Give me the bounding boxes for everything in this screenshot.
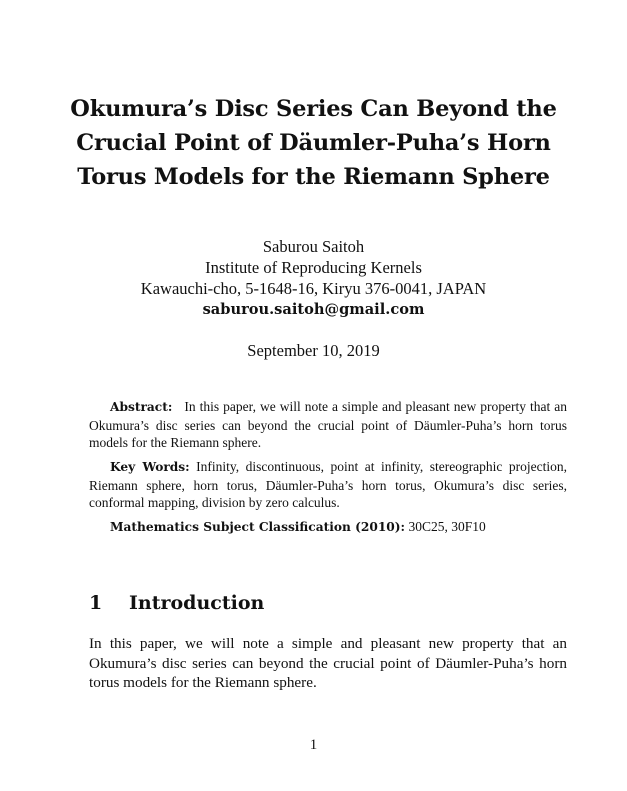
section-number: 1 (89, 592, 103, 614)
abstract-label: Abstract: (110, 400, 173, 414)
msc-text: 30C25, 30F10 (408, 519, 486, 534)
section-title: Introduction (129, 592, 265, 614)
author-block (40, 236, 587, 320)
author-affiliation: Institute of Reproducing Kernels (205, 258, 422, 277)
paper-date: September 10, 2019 (247, 341, 380, 360)
page-number: 1 (309, 737, 318, 753)
section-heading (89, 590, 264, 616)
subject-classification (89, 518, 567, 537)
abstract (89, 398, 567, 452)
author-email: saburou.saitoh@gmail.com (202, 301, 425, 318)
paper-title: Okumura’s Disc Series Can Beyond the Crucial Point of Däumler-Puha’s Horn Torus Models for the Riemann Sphere (70, 96, 557, 190)
msc-label: Mathematics Subject Classification (2010): (110, 520, 406, 534)
author-name: Saburou Saitoh (262, 237, 365, 256)
author-address: Kawauchi-cho, 5-1648-16, Kiryu 376-0041, JAPAN (140, 279, 487, 298)
keywords (89, 458, 567, 512)
keywords-label: Key Words: (110, 460, 190, 474)
keywords-text: Infinity, discontinuous, point at infinity, stereographic projection, Riemann sphere, horn torus, Däumler-Puha’s horn torus, Okumura’s disc series, conformal mapping, division by zero calculus. (89, 459, 568, 510)
abstract-text: In this paper, we will note a simple and pleasant new property that an Okumura’s disc series can beyond the crucial point of Däumler-Puha’s horn torus models for the Riemann sphere. (89, 399, 568, 450)
intro-paragraph: In this paper, we will note a simple and pleasant new property that an Okumura’s disc series can beyond the crucial point of Däumler-Puha’s horn torus models for the Riemann sphere. (89, 635, 567, 692)
